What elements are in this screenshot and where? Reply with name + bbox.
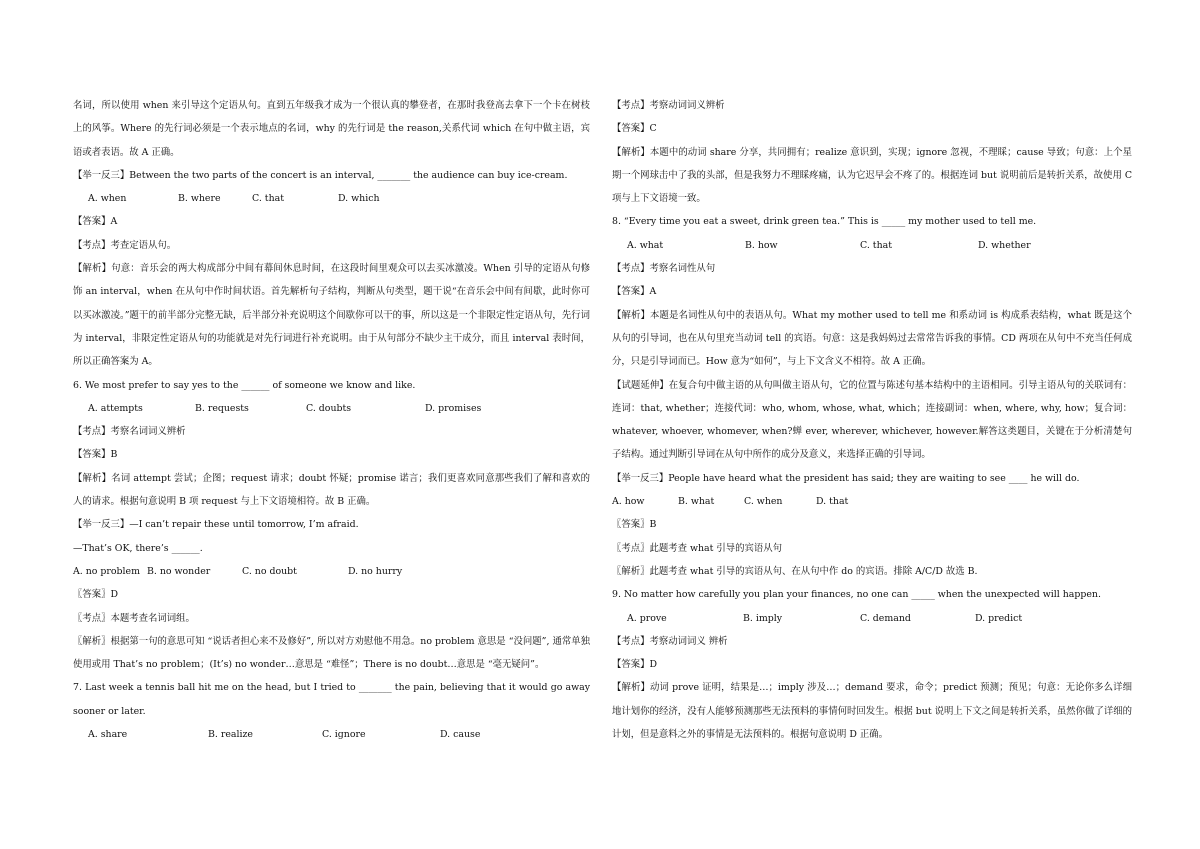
example-3-question: 【举一反三】People have heard what the president has said; they are waiting to see ____ he will do.: [612, 472, 1080, 484]
question-6-analysis: 【解析】名词 attempt 尝试；企图；request 请求；doubt 怀疑；promise 诺言；我们更喜欢同意那些我们了解和喜欢的人的请求。根据句意说明 B 项 request 与上下文语境相符。故 B 正确。: [73, 472, 590, 508]
option-d: D. promises: [425, 402, 482, 414]
option-c: C. doubts: [306, 402, 352, 414]
question-6: 6. We most prefer to say yes to the ______ of someone we know and like.: [73, 379, 416, 391]
option-a: A. share: [88, 729, 128, 741]
option-a: A. how: [612, 496, 645, 508]
option-d: D. no hurry: [348, 565, 403, 577]
question-7-options: [73, 723, 590, 746]
example-1-answer: 【答案】A: [73, 216, 118, 228]
question-9-point: 【考点】考察动词词义 辨析: [612, 635, 728, 647]
option-b: B. requests: [195, 402, 249, 414]
option-b: B. imply: [743, 612, 783, 624]
right-column: [612, 94, 1132, 746]
example-2-point: 〖考点〗本题考查名词词组。: [73, 612, 195, 624]
option-a: A. no problem: [73, 565, 140, 577]
option-a: A. prove: [627, 612, 667, 624]
option-b: B. realize: [208, 729, 253, 741]
example-3-analysis: 〖解析〗此题考查 what 引导的宾语从句、在从句中作 do 的宾语。排除 A/C/D 故选 B.: [612, 565, 978, 577]
option-c: C. ignore: [322, 729, 366, 741]
question-6-point: 【考点】考察名词词义辨析: [73, 426, 186, 438]
question-8-point: 【考点】考察名词性从句: [612, 263, 716, 275]
question-6-options: [73, 397, 590, 420]
question-9: 9. No matter how carefully you plan your finances, no one can _____ when the unexpected will happen.: [612, 589, 1101, 601]
example-3-answer: 〖答案〗B: [612, 519, 657, 531]
option-d: D. cause: [440, 729, 481, 741]
question-7: 7. Last week a tennis ball hit me on the head, but I tried to _______ the pain, believing that it would go away sooner or later.: [73, 682, 590, 717]
option-c: C. that: [252, 193, 284, 205]
question-8: 8. “Every time you eat a sweet, drink green tea.” This is _____ my mother used to tell me.: [612, 216, 1037, 228]
option-d: D. that: [816, 496, 849, 508]
question-8-answer: 【答案】A: [612, 286, 657, 298]
option-c: C. when: [744, 496, 783, 508]
example-2-line-2: —That’s OK, there’s ______.: [73, 542, 203, 554]
example-3-options: [612, 490, 1132, 513]
option-b: B. where: [178, 193, 221, 205]
option-b: B. how: [745, 239, 778, 251]
left-column: [73, 94, 590, 746]
question-7-point: 【考点】考察动词词义辨析: [612, 100, 725, 111]
option-d: D. which: [338, 193, 380, 205]
example-1-point: 【考点】考查定语从句。: [73, 239, 177, 251]
example-3-point: 〖考点〗此题考查 what 引导的宾语从句: [612, 542, 783, 554]
question-8-extension: 【试题延伸】在复合句中做主语的从句叫做主语从句，它的位置与陈述句基本结构中的主语相同。引导主语从句的关联词有：连词：that, whether；连接代词：who, whom, whose, what, which；连接副词：when, where, why, how；复合词：whatever, whoever, whomever, when?蝉 ever, wherever, whichever, however.解答这类题目，关键在于分析清楚句子结构。通过判断引导词在从句中所作的成分及意义，来选择正确的引导词。: [612, 379, 1132, 461]
option-a: A. attempts: [88, 402, 143, 414]
question-7-analysis: 【解析】本题中的动词 share 分享，共同拥有；realize 意识到，实现；ignore 忽视，不理睬；cause 导致；句意：上个星期一个网球击中了我的头部，但是我努力不理睬疼痛，认为它迟早会不疼了的。根据连词 but 说明前后是转折关系，故使用 C 项与上下文语境一致。: [612, 146, 1132, 205]
option-b: B. no wonder: [147, 565, 211, 577]
question-8-options: [612, 234, 1132, 257]
example-2-answer: 〖答案〗D: [73, 589, 119, 601]
option-c: C. demand: [860, 612, 911, 624]
question-7-answer: 【答案】C: [612, 123, 657, 135]
option-b: B. what: [678, 496, 715, 508]
example-2-line-1: 【举一反三】—I can’t repair these until tomorrow, I’m afraid.: [73, 519, 359, 531]
question-9-analysis: 【解析】动词 prove 证明，结果是…；imply 涉及…；demand 要求，命令；predict 预测；预见；句意：无论你多么详细地计划你的经济，没有人能够预测那些无法预料的事情何时回发生。根据 but 说明上下文之间是转折关系，虽然你做了详细的计划，但是意料之外的事情是无法预料的。根据句意说明 D 正确。: [612, 682, 1132, 741]
example-2-analysis: 〖解析〗根据第一句的意思可知 “说话者担心来不及修好”, 所以对方劝慰他不用急。no problem 意思是 “没问题”, 通常单独使用或用 That’s no problem；(It’s) no wonder…意思是 “难怪”；There is no doubt…意思是 “毫无疑问”。: [73, 635, 590, 671]
question-6-answer: 【答案】B: [73, 449, 118, 461]
question-9-options: [612, 607, 1132, 630]
example-2-options: [73, 560, 590, 583]
example-1-analysis: 【解析】句意：音乐会的两大构成部分中间有幕间休息时间，在这段时间里观众可以去买冰激凌。When 引导的定语从句修饰 an interval，when 在从句中作时间状语。首先解析句子结构，判断从句类型，题干说“在音乐会中间有间歇，此时你可以买冰激凌。”题干的前半部分完整无缺，后半部分补充说明这个间歇你可以干的事，所以这是一个非限定性定语从句，先行词为 interval，非限定性定语从句的功能就是对先行词进行补充说明。由于从句部分不缺少主干成分，而且 interval 表时间，所以正确答案为 A。: [73, 263, 590, 368]
question-8-analysis: 【解析】本题是名词性从句中的表语从句。What my mother used to tell me 和系动词 is 构成系表结构，what 既是这个从句的引导词，也在从句里充当动词 tell 的宾语。句意：这是我妈妈过去常常告诉我的事情。CD 两项在从句中不充当任何成分，只是引导词而已。How 意为“如何”，与上下文含义不相符。故 A 正确。: [612, 309, 1132, 368]
option-d: D. predict: [975, 612, 1023, 624]
option-a: A. when: [88, 193, 127, 205]
option-c: C. that: [860, 239, 892, 251]
option-c: C. no doubt: [242, 565, 297, 577]
example-1-options: [73, 187, 590, 210]
question-9-answer: 【答案】D: [612, 659, 658, 671]
option-d: D. whether: [978, 239, 1031, 251]
example-1-question: 【举一反三】Between the two parts of the concert is an interval, _______ the audience can buy ice-cream.: [73, 169, 568, 181]
option-a: A. what: [627, 239, 664, 251]
intro-paragraph: 名词，所以使用 when 来引导这个定语从句。直到五年级我才成为一个很认真的攀登者，在那时我登高去拿下一个卡在树枝上的风筝。Where 的先行词必须是一个表示地点的名词，why 的先行词是 the reason,关系代词 which 在句中做主语，宾语或者表语。故 A 正确。: [73, 100, 590, 158]
